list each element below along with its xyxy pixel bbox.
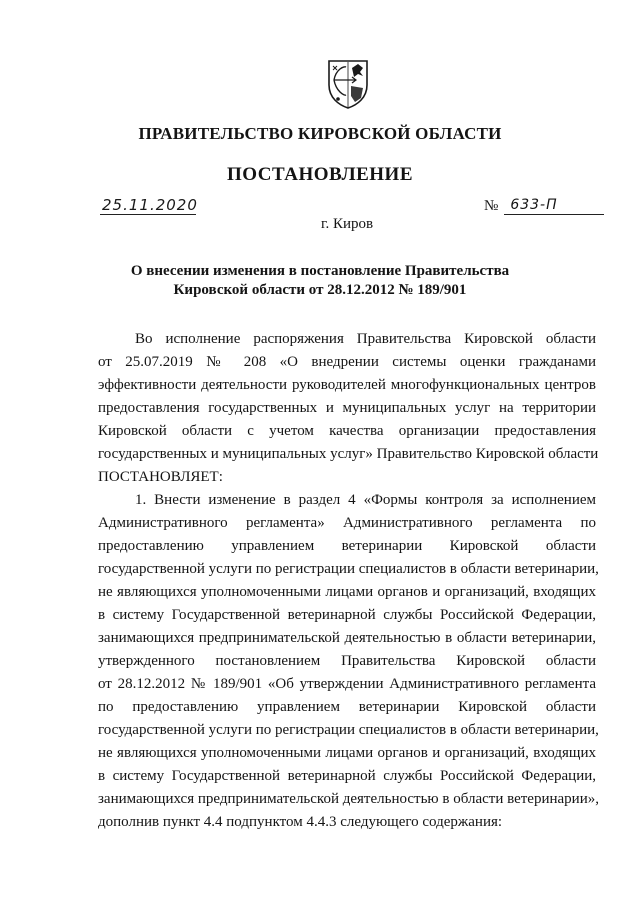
coat-of-arms-icon	[325, 58, 371, 110]
body-line: по предоставлению управлением ветеринарии Кировской области	[98, 699, 596, 715]
body-line: в систему Государственной ветеринарной службы Российской Федерации,	[98, 607, 596, 623]
body-line: эффективности деятельности руководителей многофункциональных центров	[98, 377, 596, 393]
body-line: утвержденного постановлением Правительства Кировской области	[98, 653, 596, 669]
body-line: Во исполнение распоряжения Правительства Кировской области	[135, 331, 596, 347]
document-type: ПОСТАНОВЛЕНИЕ	[226, 164, 414, 185]
body-line: Кировской области с учетом качества организации предоставления	[98, 423, 596, 439]
body-line: не являющихся уполномоченными лицами органов и организаций, входящих	[98, 745, 596, 761]
document-subject	[0, 262, 640, 300]
body-line: Административного регламента» Административного регламента по	[98, 515, 596, 531]
document-number-field	[484, 196, 604, 216]
number-sign: №	[484, 198, 499, 214]
body-line: не являющихся уполномоченными лицами органов и организаций, входящих	[98, 584, 596, 600]
body-line: предоставления государственных и муниципальных услуг на территории	[98, 400, 596, 416]
body-line: государственных и муниципальных услуг» Правительство Кировской области	[98, 446, 599, 462]
body-line: от 25.07.2019 № 208 «О внедрении системы оценки гражданами	[98, 354, 596, 370]
document-date: 25.11.2020	[102, 196, 198, 214]
government-title: ПРАВИТЕЛЬСТВО КИРОВСКОЙ ОБЛАСТИ	[138, 124, 502, 143]
body-line: государственной услуги по регистрации специалистов в области ветеринарии,	[98, 561, 599, 577]
body-line: в систему Государственной ветеринарной службы Российской Федерации,	[98, 768, 596, 784]
body-line: предоставлению управлением ветеринарии Кировской области	[98, 538, 596, 554]
subject-line: О внесении изменения в постановление Правительства	[130, 263, 510, 279]
body-line: занимающихся предпринимательской деятельностью в области ветеринарии»,	[98, 791, 599, 807]
body-line: ПОСТАНОВЛЯЕТ:	[98, 469, 223, 485]
body-line: 1. Внести изменение в раздел 4 «Формы контроля за исполнением	[135, 492, 596, 508]
body-line: занимающихся предпринимательской деятельностью в области ветеринарии,	[98, 630, 596, 646]
document-city: г. Киров	[321, 216, 374, 232]
subject-line: Кировской области от 28.12.2012 № 189/901	[173, 282, 467, 298]
body-line: от 28.12.2012 № 189/901 «Об утверждении Административного регламента	[98, 676, 596, 692]
document-number: 633-П	[504, 196, 604, 215]
body-line: дополнив пункт 4.4 подпунктом 4.4.3 следующего содержания:	[98, 814, 503, 830]
body-line: государственной услуги по регистрации специалистов в области ветеринарии,	[98, 722, 599, 738]
